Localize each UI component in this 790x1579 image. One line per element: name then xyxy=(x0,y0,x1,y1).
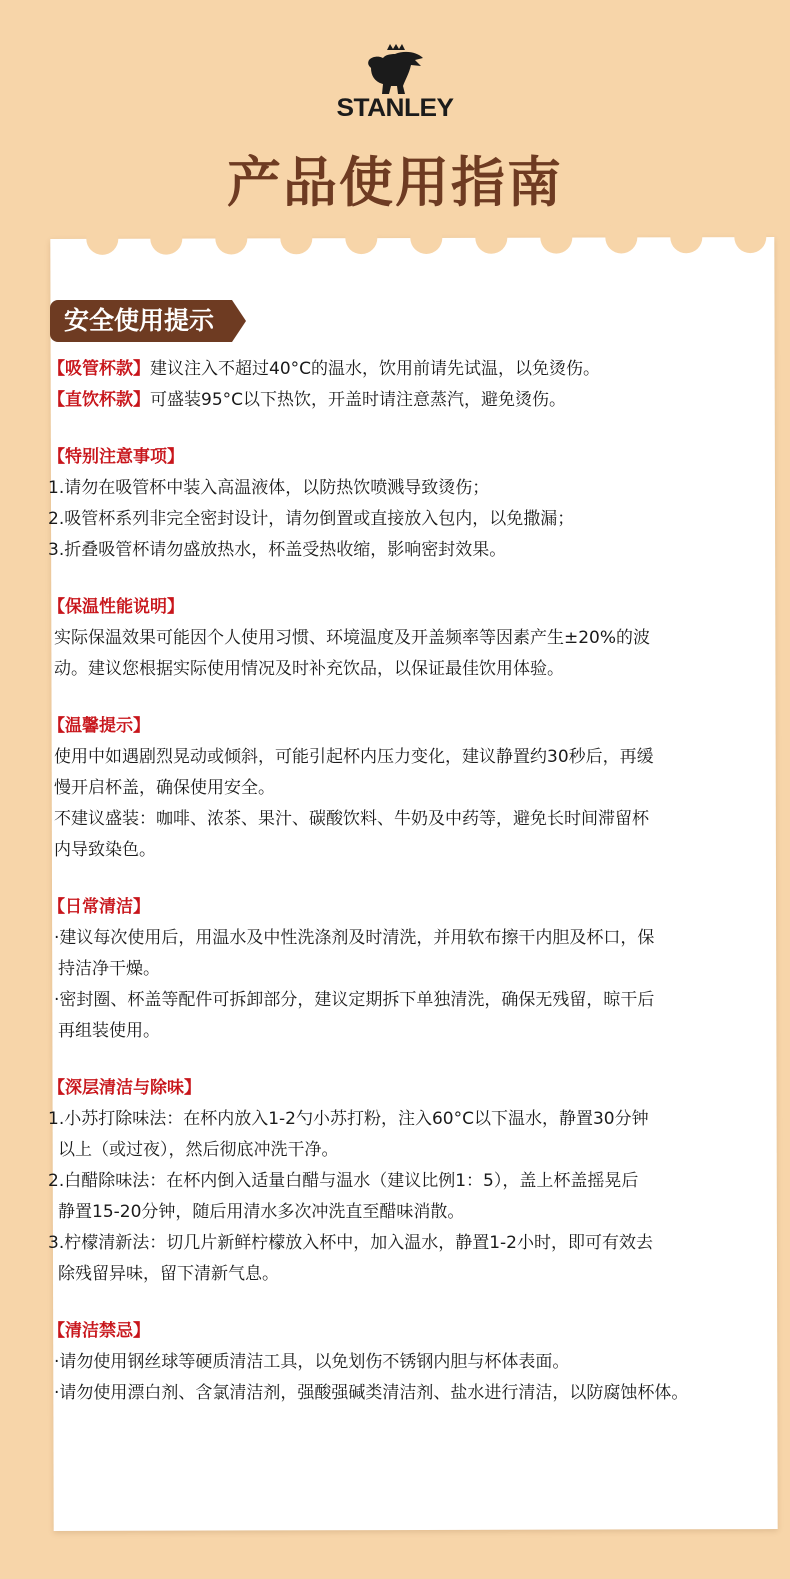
bear-crest-icon xyxy=(365,44,425,96)
straw-cup-tag: 【吸管杯款】 xyxy=(48,359,150,379)
daily-line: 再组装使用。 xyxy=(58,1021,160,1041)
special-line: 2.吸管杯系列非完全密封设计，请勿倒置或直接放入包内，以免撒漏； xyxy=(48,509,575,529)
forbidden-line: ·请勿使用漂白剂、含氯清洁剂，强酸强碱类清洁剂、盐水进行清洁，以防腐蚀杯体。 xyxy=(54,1383,689,1403)
deep-line: 静置15-20分钟，随后用清水多次冲洗直至醋味消散。 xyxy=(58,1202,465,1222)
forbidden-line: ·请勿使用钢丝球等硬质清洁工具，以免划伤不锈钢内胆与杯体表面。 xyxy=(54,1352,570,1372)
forbidden-heading: 【清洁禁忌】 xyxy=(48,1321,150,1341)
guide-content xyxy=(48,354,760,1409)
tips-line: 使用中如遇剧烈晃动或倾斜，可能引起杯内压力变化，建议静置约30秒后，再缓 xyxy=(54,747,654,767)
straw-cup-text: 建议注入不超过40°C的温水，饮用前请先试温，以免烫伤。 xyxy=(150,359,601,379)
daily-line: ·建议每次使用后，用温水及中性洗涤剂及时清洗，并用软布擦干内胆及杯口，保 xyxy=(54,928,655,948)
tips-line: 慢开启杯盖，确保使用安全。 xyxy=(54,778,275,798)
deep-line: 1.小苏打除味法：在杯内放入1-2勺小苏打粉，注入60°C以下温水，静置30分钟 xyxy=(48,1109,649,1129)
special-line: 3.折叠吸管杯请勿盛放热水，杯盖受热收缩，影响密封效果。 xyxy=(48,540,507,560)
direct-cup-tag: 【直饮杯款】 xyxy=(48,390,150,410)
brand-name: STANLEY xyxy=(336,94,454,122)
intro-line-1 xyxy=(48,354,760,385)
insulation-line: 实际保温效果可能因个人使用习惯、环境温度及开盖频率等因素产生±20%的波 xyxy=(54,628,651,648)
direct-cup-text: 可盛装95°C以下热饮，开盖时请注意蒸汽，避免烫伤。 xyxy=(150,390,567,410)
daily-heading: 【日常清洁】 xyxy=(48,897,150,917)
intro-line-2 xyxy=(48,385,760,416)
section-badge: 安全使用提示 xyxy=(50,300,232,342)
tips-heading: 【温馨提示】 xyxy=(48,716,150,736)
tips-line: 内导致染色。 xyxy=(54,840,156,860)
deep-line: 2.白醋除味法：在杯内倒入适量白醋与温水（建议比例1：5），盖上杯盖摇晃后 xyxy=(48,1171,639,1191)
deep-line: 除残留异味，留下清新气息。 xyxy=(58,1264,279,1284)
insulation-line: 动。建议您根据实际使用情况及时补充饮品，以保证最佳饮用体验。 xyxy=(54,659,564,679)
daily-line: 持洁净干燥。 xyxy=(58,959,160,979)
daily-line: ·密封圈、杯盖等配件可拆卸部分，建议定期拆下单独清洗，确保无残留，晾干后 xyxy=(54,990,655,1010)
special-heading: 【特别注意事项】 xyxy=(48,447,184,467)
deep-line: 3.柠檬清新法：切几片新鲜柠檬放入杯中，加入温水，静置1-2小时，即可有效去 xyxy=(48,1233,653,1253)
page-title: 产品使用指南 xyxy=(227,151,563,214)
special-line: 1.请勿在吸管杯中装入高温液体，以防热饮喷溅导致烫伤； xyxy=(48,478,490,498)
insulation-heading: 【保温性能说明】 xyxy=(48,597,184,617)
deep-heading: 【深层清洁与除味】 xyxy=(48,1078,201,1098)
deep-line: 以上（或过夜），然后彻底冲洗干净。 xyxy=(58,1140,339,1160)
tips-line: 不建议盛装：咖啡、浓茶、果汁、碳酸饮料、牛奶及中药等，避免长时间滞留杯 xyxy=(54,809,649,829)
brand-logo xyxy=(0,44,790,123)
